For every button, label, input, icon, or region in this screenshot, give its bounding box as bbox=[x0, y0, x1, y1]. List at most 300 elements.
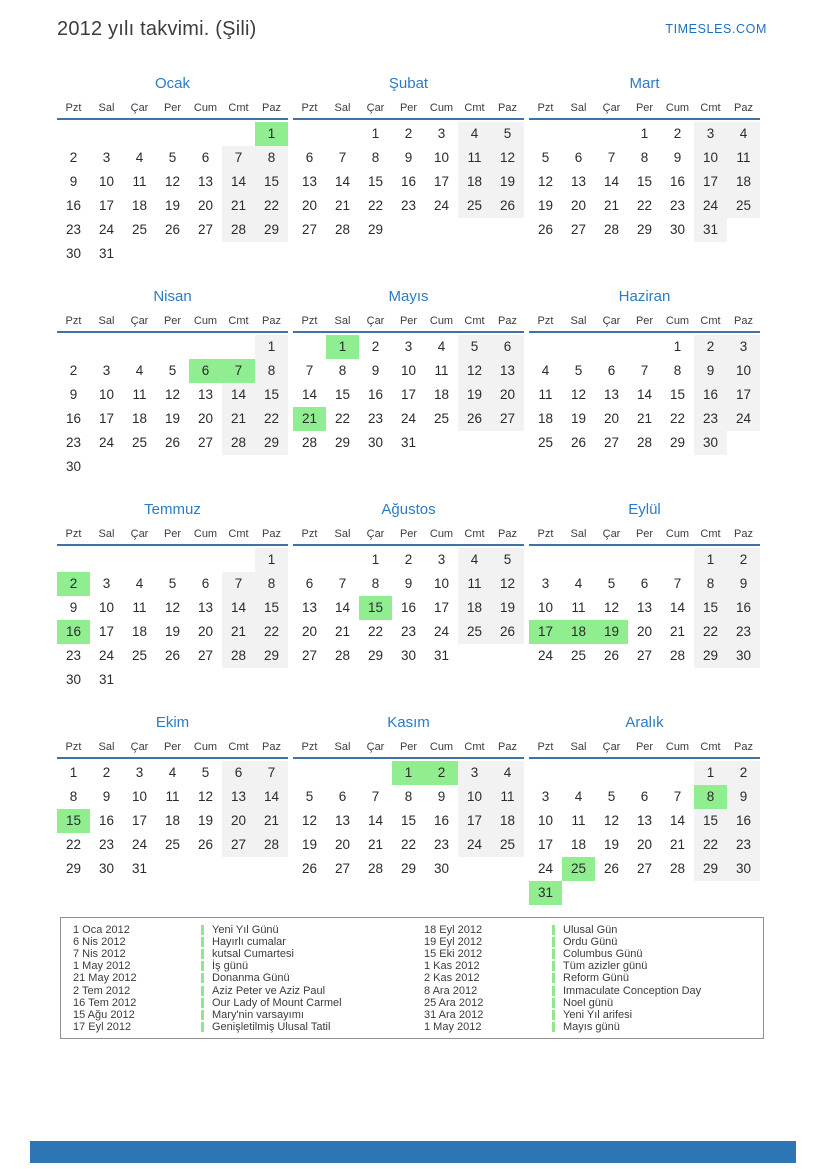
weekday-label: Paz bbox=[262, 102, 281, 114]
holiday-tick-icon bbox=[552, 949, 555, 959]
weekend-day-cell: 2 bbox=[694, 335, 727, 359]
empty-cell bbox=[529, 122, 562, 146]
weekday-label: Pzt bbox=[65, 315, 82, 327]
day-cell: 11 bbox=[132, 174, 147, 189]
empty-cell bbox=[359, 761, 392, 785]
legend-date: 25 Ara 2012 bbox=[424, 996, 484, 1009]
holiday-day-cell: 18 bbox=[562, 620, 595, 644]
holiday-day-cell: 1 bbox=[255, 122, 288, 146]
weekday-label: Çar bbox=[130, 528, 149, 540]
day-cell: 6 bbox=[201, 150, 210, 165]
weekday-label: Cmt bbox=[464, 102, 485, 114]
day-cell: 27 bbox=[334, 861, 351, 876]
header-rule bbox=[529, 544, 760, 546]
weekday-label: Cum bbox=[429, 102, 454, 114]
day-cell: 14 bbox=[367, 813, 384, 828]
empty-cell bbox=[156, 242, 189, 266]
day-cell: 21 bbox=[669, 624, 686, 639]
weekday-label: Sal bbox=[98, 741, 115, 753]
weekend-day-cell: 14 bbox=[222, 383, 255, 407]
day-cell: 18 bbox=[131, 624, 148, 639]
month-kasim bbox=[293, 714, 524, 927]
day-cell: 6 bbox=[640, 576, 649, 591]
weekday-label: Per bbox=[163, 741, 182, 753]
day-cell: 14 bbox=[669, 813, 686, 828]
weekend-day-cell: 1 bbox=[255, 335, 288, 359]
day-cell: 16 bbox=[98, 813, 115, 828]
legend-date: 8 Ara 2012 bbox=[424, 984, 478, 997]
day-cell: 17 bbox=[98, 198, 115, 213]
day-cell: 10 bbox=[537, 600, 554, 615]
day-cell: 28 bbox=[367, 861, 384, 876]
weekend-day-cell: 29 bbox=[255, 431, 288, 455]
legend-date: 18 Eyl 2012 bbox=[424, 924, 483, 937]
day-cell: 8 bbox=[640, 150, 649, 165]
day-cell: 15 bbox=[400, 813, 417, 828]
day-cell: 7 bbox=[673, 576, 682, 591]
day-cell: 10 bbox=[433, 150, 450, 165]
day-cell: 24 bbox=[98, 435, 115, 450]
weekend-day-cell: 17 bbox=[694, 170, 727, 194]
weekday-header-row bbox=[293, 313, 524, 329]
legend-item bbox=[412, 997, 763, 1009]
empty-cell bbox=[156, 668, 189, 692]
weekend-day-cell: 15 bbox=[694, 809, 727, 833]
month-mayis bbox=[293, 288, 524, 501]
month-title: Aralık bbox=[625, 714, 664, 731]
day-cell: 11 bbox=[434, 363, 449, 378]
weekend-day-cell: 3 bbox=[694, 122, 727, 146]
day-cell: 21 bbox=[334, 198, 351, 213]
day-cell: 9 bbox=[404, 576, 413, 591]
weekday-label: Per bbox=[399, 528, 418, 540]
legend-holiday-name: Donanma Günü bbox=[212, 972, 290, 985]
day-cell: 3 bbox=[541, 789, 550, 804]
day-cell: 20 bbox=[197, 198, 214, 213]
day-cell: 25 bbox=[131, 222, 148, 237]
month-title: Ağustos bbox=[381, 501, 436, 518]
weekday-header-row bbox=[529, 739, 760, 755]
weekday-label: Cmt bbox=[700, 315, 721, 327]
day-cell: 29 bbox=[334, 435, 351, 450]
day-cell: 17 bbox=[98, 411, 115, 426]
empty-cell bbox=[562, 122, 595, 146]
day-cell: 31 bbox=[98, 246, 115, 261]
weekday-label: Pzt bbox=[537, 315, 554, 327]
weekend-day-cell: 23 bbox=[727, 833, 760, 857]
legend-item bbox=[412, 1021, 763, 1033]
day-cell: 25 bbox=[131, 648, 148, 663]
holiday-tick-icon bbox=[201, 961, 204, 971]
day-cell: 24 bbox=[537, 648, 554, 663]
weekend-day-cell: 12 bbox=[491, 146, 524, 170]
day-cell: 11 bbox=[571, 600, 586, 615]
day-cell: 5 bbox=[168, 363, 177, 378]
weekend-day-cell: 4 bbox=[727, 122, 760, 146]
day-cell: 9 bbox=[69, 387, 78, 402]
day-cell: 26 bbox=[164, 648, 181, 663]
weekday-header-row bbox=[293, 100, 524, 116]
empty-cell bbox=[595, 761, 628, 785]
day-cell: 18 bbox=[131, 411, 148, 426]
month-eylul bbox=[529, 501, 760, 714]
day-cell: 2 bbox=[102, 765, 111, 780]
weekday-label: Cum bbox=[665, 102, 690, 114]
day-cell: 26 bbox=[537, 222, 554, 237]
weekend-day-cell: 29 bbox=[694, 644, 727, 668]
month-title: Ocak bbox=[154, 75, 190, 92]
weekday-label: Sal bbox=[334, 315, 351, 327]
day-cell: 1 bbox=[69, 765, 78, 780]
header-rule bbox=[529, 331, 760, 333]
day-cell: 2 bbox=[371, 339, 380, 354]
days-grid bbox=[529, 122, 760, 242]
holiday-day-cell: 15 bbox=[57, 809, 90, 833]
weekday-label: Pzt bbox=[537, 528, 554, 540]
month-title: Mayıs bbox=[388, 288, 429, 305]
days-grid bbox=[293, 761, 524, 881]
weekend-day-cell: 11 bbox=[458, 146, 491, 170]
legend-holiday-name: Yeni Yıl arifesi bbox=[563, 1008, 633, 1021]
day-cell: 6 bbox=[338, 789, 347, 804]
legend-item bbox=[61, 936, 412, 948]
day-cell: 19 bbox=[537, 198, 554, 213]
weekday-label: Paz bbox=[262, 741, 281, 753]
holiday-tick-icon bbox=[552, 973, 555, 983]
day-cell: 23 bbox=[400, 624, 417, 639]
day-cell: 19 bbox=[603, 837, 620, 852]
weekend-day-cell: 7 bbox=[222, 146, 255, 170]
day-cell: 13 bbox=[197, 387, 214, 402]
empty-cell bbox=[123, 455, 156, 479]
holiday-tick-icon bbox=[552, 1022, 555, 1032]
holiday-tick-icon bbox=[201, 998, 204, 1008]
day-cell: 14 bbox=[636, 387, 653, 402]
holiday-day-cell: 15 bbox=[359, 596, 392, 620]
day-cell: 12 bbox=[164, 600, 181, 615]
days-grid bbox=[529, 548, 760, 668]
weekday-label: Per bbox=[635, 528, 654, 540]
empty-cell bbox=[661, 881, 694, 905]
weekend-day-cell: 24 bbox=[458, 833, 491, 857]
weekday-label: Per bbox=[163, 102, 182, 114]
day-cell: 27 bbox=[301, 648, 318, 663]
day-cell: 15 bbox=[669, 387, 686, 402]
day-cell: 11 bbox=[132, 600, 147, 615]
day-cell: 12 bbox=[603, 813, 620, 828]
weekend-day-cell: 19 bbox=[491, 170, 524, 194]
calendar-grid bbox=[57, 75, 765, 927]
day-cell: 23 bbox=[669, 198, 686, 213]
day-cell: 26 bbox=[164, 222, 181, 237]
weekend-day-cell: 18 bbox=[727, 170, 760, 194]
legend-date: 15 Eki 2012 bbox=[424, 948, 483, 961]
empty-cell bbox=[727, 218, 760, 242]
weekday-label: Paz bbox=[498, 315, 517, 327]
day-cell: 27 bbox=[636, 648, 653, 663]
day-cell: 19 bbox=[301, 837, 318, 852]
day-cell: 9 bbox=[69, 600, 78, 615]
weekday-label: Paz bbox=[498, 528, 517, 540]
holiday-day-cell: 31 bbox=[529, 881, 562, 905]
day-cell: 30 bbox=[65, 246, 82, 261]
weekend-day-cell: 22 bbox=[255, 407, 288, 431]
weekend-day-cell: 25 bbox=[458, 620, 491, 644]
weekday-label: Paz bbox=[498, 102, 517, 114]
empty-cell bbox=[156, 335, 189, 359]
weekday-label: Çar bbox=[366, 741, 385, 753]
day-cell: 16 bbox=[367, 387, 384, 402]
weekend-day-cell: 22 bbox=[255, 620, 288, 644]
holiday-tick-icon bbox=[201, 937, 204, 947]
weekend-day-cell: 2 bbox=[727, 548, 760, 572]
day-cell: 6 bbox=[607, 363, 616, 378]
day-cell: 9 bbox=[404, 150, 413, 165]
empty-cell bbox=[222, 668, 255, 692]
day-cell: 28 bbox=[669, 861, 686, 876]
day-cell: 21 bbox=[669, 837, 686, 852]
empty-cell bbox=[562, 761, 595, 785]
weekend-day-cell: 22 bbox=[694, 833, 727, 857]
day-cell: 23 bbox=[433, 837, 450, 852]
day-cell: 12 bbox=[570, 387, 587, 402]
day-cell: 14 bbox=[603, 174, 620, 189]
day-cell: 13 bbox=[197, 174, 214, 189]
day-cell: 12 bbox=[603, 600, 620, 615]
days-grid bbox=[293, 335, 524, 455]
weekend-day-cell: 26 bbox=[458, 407, 491, 431]
weekday-label: Pzt bbox=[301, 102, 318, 114]
weekday-label: Çar bbox=[602, 102, 621, 114]
day-cell: 19 bbox=[197, 813, 214, 828]
month-ocak bbox=[57, 75, 288, 288]
weekend-day-cell: 5 bbox=[491, 548, 524, 572]
day-cell: 5 bbox=[305, 789, 314, 804]
weekday-label: Per bbox=[163, 315, 182, 327]
weekday-label: Sal bbox=[334, 741, 351, 753]
day-cell: 3 bbox=[102, 576, 111, 591]
day-cell: 29 bbox=[367, 222, 384, 237]
weekday-label: Per bbox=[399, 315, 418, 327]
day-cell: 28 bbox=[334, 222, 351, 237]
weekday-label: Paz bbox=[262, 528, 281, 540]
day-cell: 21 bbox=[334, 624, 351, 639]
weekend-day-cell: 7 bbox=[255, 761, 288, 785]
holiday-day-cell: 25 bbox=[562, 857, 595, 881]
day-cell: 13 bbox=[636, 600, 653, 615]
day-cell: 28 bbox=[603, 222, 620, 237]
day-cell: 27 bbox=[603, 435, 620, 450]
weekday-label: Cum bbox=[193, 102, 218, 114]
day-cell: 1 bbox=[640, 126, 649, 141]
day-cell: 14 bbox=[334, 174, 351, 189]
day-cell: 20 bbox=[636, 837, 653, 852]
empty-cell bbox=[529, 761, 562, 785]
weekend-day-cell: 21 bbox=[222, 407, 255, 431]
day-cell: 16 bbox=[400, 174, 417, 189]
legend-item bbox=[61, 997, 412, 1009]
day-cell: 4 bbox=[541, 363, 550, 378]
weekend-day-cell: 8 bbox=[255, 146, 288, 170]
month-subat bbox=[293, 75, 524, 288]
day-cell: 19 bbox=[570, 411, 587, 426]
day-cell: 23 bbox=[65, 648, 82, 663]
weekend-day-cell: 22 bbox=[694, 620, 727, 644]
header-rule bbox=[57, 118, 288, 120]
empty-cell bbox=[491, 644, 524, 668]
day-cell: 20 bbox=[197, 411, 214, 426]
empty-cell bbox=[694, 881, 727, 905]
day-cell: 19 bbox=[164, 411, 181, 426]
weekend-day-cell: 25 bbox=[727, 194, 760, 218]
day-cell: 17 bbox=[433, 174, 450, 189]
weekend-day-cell: 30 bbox=[694, 431, 727, 455]
days-grid bbox=[57, 548, 288, 692]
weekend-day-cell: 29 bbox=[694, 857, 727, 881]
day-cell: 5 bbox=[607, 789, 616, 804]
empty-cell bbox=[628, 335, 661, 359]
weekend-day-cell: 11 bbox=[458, 572, 491, 596]
empty-cell bbox=[255, 857, 288, 881]
weekday-label: Paz bbox=[262, 315, 281, 327]
legend-item bbox=[61, 972, 412, 984]
weekday-label: Pzt bbox=[65, 102, 82, 114]
holiday-day-cell: 17 bbox=[529, 620, 562, 644]
weekend-day-cell: 20 bbox=[222, 809, 255, 833]
weekend-day-cell: 12 bbox=[458, 359, 491, 383]
weekend-day-cell: 4 bbox=[491, 761, 524, 785]
weekend-day-cell: 4 bbox=[458, 548, 491, 572]
day-cell: 9 bbox=[102, 789, 111, 804]
weekday-label: Cum bbox=[193, 741, 218, 753]
day-cell: 27 bbox=[197, 222, 214, 237]
weekend-day-cell: 8 bbox=[255, 572, 288, 596]
weekend-day-cell: 1 bbox=[694, 548, 727, 572]
day-cell: 28 bbox=[301, 435, 318, 450]
month-aralik bbox=[529, 714, 760, 927]
day-cell: 25 bbox=[131, 435, 148, 450]
weekday-header-row bbox=[57, 739, 288, 755]
legend-holiday-name: Ordu Günü bbox=[563, 936, 618, 949]
weekend-day-cell: 25 bbox=[491, 833, 524, 857]
holiday-tick-icon bbox=[201, 1010, 204, 1020]
day-cell: 27 bbox=[570, 222, 587, 237]
weekday-label: Cum bbox=[665, 528, 690, 540]
legend-date: 1 Kas 2012 bbox=[424, 960, 480, 973]
empty-cell bbox=[123, 668, 156, 692]
weekday-label: Sal bbox=[570, 528, 587, 540]
day-cell: 21 bbox=[367, 837, 384, 852]
day-cell: 4 bbox=[168, 765, 177, 780]
holiday-day-cell: 1 bbox=[392, 761, 425, 785]
header-rule bbox=[293, 757, 524, 759]
weekend-day-cell: 28 bbox=[222, 431, 255, 455]
day-cell: 8 bbox=[404, 789, 413, 804]
site-link[interactable]: TIMESLES.COM bbox=[665, 22, 767, 36]
legend-item bbox=[61, 1009, 412, 1021]
month-ekim bbox=[57, 714, 288, 927]
legend-holiday-name: Hayırlı cumalar bbox=[212, 936, 286, 949]
day-cell: 14 bbox=[334, 600, 351, 615]
day-cell: 5 bbox=[574, 363, 583, 378]
weekday-header-row bbox=[529, 526, 760, 542]
day-cell: 8 bbox=[371, 150, 380, 165]
empty-cell bbox=[661, 761, 694, 785]
day-cell: 29 bbox=[636, 222, 653, 237]
weekday-label: Paz bbox=[734, 102, 753, 114]
weekday-label: Çar bbox=[366, 315, 385, 327]
day-cell: 29 bbox=[65, 861, 82, 876]
holiday-tick-icon bbox=[201, 986, 204, 996]
header-rule bbox=[293, 118, 524, 120]
day-cell: 13 bbox=[197, 600, 214, 615]
weekend-day-cell: 15 bbox=[694, 596, 727, 620]
header-rule bbox=[529, 118, 760, 120]
day-cell: 11 bbox=[132, 387, 147, 402]
weekend-day-cell: 18 bbox=[491, 809, 524, 833]
day-cell: 4 bbox=[437, 339, 446, 354]
day-cell: 20 bbox=[603, 411, 620, 426]
empty-cell bbox=[595, 548, 628, 572]
holiday-day-cell: 16 bbox=[57, 620, 90, 644]
empty-cell bbox=[595, 122, 628, 146]
footer-bar bbox=[30, 1141, 796, 1163]
weekend-day-cell: 9 bbox=[727, 785, 760, 809]
day-cell: 1 bbox=[673, 339, 682, 354]
weekend-day-cell: 21 bbox=[222, 194, 255, 218]
day-cell: 31 bbox=[400, 435, 417, 450]
page-header bbox=[57, 18, 767, 41]
weekday-label: Cmt bbox=[228, 315, 249, 327]
day-cell: 28 bbox=[334, 648, 351, 663]
day-cell: 24 bbox=[433, 198, 450, 213]
day-cell: 31 bbox=[131, 861, 148, 876]
weekday-header-row bbox=[293, 739, 524, 755]
header-rule bbox=[293, 544, 524, 546]
day-cell: 22 bbox=[669, 411, 686, 426]
weekend-day-cell: 2 bbox=[727, 761, 760, 785]
empty-cell bbox=[123, 242, 156, 266]
empty-cell bbox=[326, 761, 359, 785]
empty-cell bbox=[222, 242, 255, 266]
day-cell: 29 bbox=[669, 435, 686, 450]
holiday-tick-icon bbox=[552, 925, 555, 935]
day-cell: 1 bbox=[371, 552, 380, 567]
day-cell: 18 bbox=[537, 411, 554, 426]
month-title: Haziran bbox=[618, 288, 671, 305]
holiday-day-cell: 21 bbox=[293, 407, 326, 431]
weekend-day-cell: 21 bbox=[255, 809, 288, 833]
weekday-label: Cmt bbox=[464, 741, 485, 753]
legend-holiday-name: Immaculate Conception Day bbox=[563, 984, 702, 997]
weekday-label: Pzt bbox=[537, 102, 554, 114]
legend-holiday-name: Tüm azizler günü bbox=[563, 960, 648, 973]
day-cell: 9 bbox=[673, 150, 682, 165]
day-cell: 30 bbox=[98, 861, 115, 876]
holiday-tick-icon bbox=[552, 1010, 555, 1020]
day-cell: 24 bbox=[537, 861, 554, 876]
empty-cell bbox=[123, 335, 156, 359]
day-cell: 10 bbox=[400, 363, 417, 378]
legend-item bbox=[412, 924, 763, 936]
month-title: Nisan bbox=[153, 288, 192, 305]
weekend-day-cell: 9 bbox=[694, 359, 727, 383]
weekday-label: Cmt bbox=[228, 102, 249, 114]
empty-cell bbox=[156, 548, 189, 572]
empty-cell bbox=[189, 548, 222, 572]
weekday-label: Cmt bbox=[700, 528, 721, 540]
weekend-day-cell: 13 bbox=[491, 359, 524, 383]
